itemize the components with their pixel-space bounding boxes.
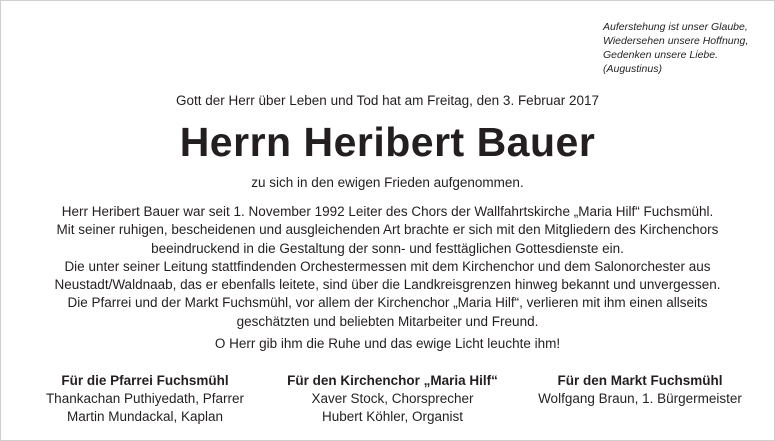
tribute-line: Mit seiner ruhigen, bescheidenen und ausgleichenden Art brachte er sich mit den Mitgliedern des Kirchenchors: [56, 222, 719, 238]
signature-line: Hubert Köhler, Organist: [321, 409, 464, 424]
intro-text: Gott der Herr über Leben und Tod hat am Freitag, den 3. Februar 2017: [175, 93, 599, 108]
tribute-line: Neustadt/Waldnaab, das er ebenfalls leitete, sind über die Landkreisgrenzen hinweg bekannt und unvergessen.: [54, 277, 721, 293]
signature-heading: Für die Pfarrei Fuchsmühl: [61, 373, 229, 388]
signature-line: Thankachan Puthiyedath, Pfarrer: [45, 391, 245, 406]
quote-line: Gedenken unsere Liebe.: [603, 49, 719, 61]
signature-line: Wolfgang Braun, 1. Bürgermeister: [538, 391, 742, 406]
signature-choir: [280, 372, 505, 426]
signature-municipality: [530, 372, 750, 408]
tribute-line: Die Pfarrei und der Markt Fuchsmühl, vor allem der Kirchenchor „Maria Hilf“, verlieren mit ihm einen allseits: [67, 295, 708, 311]
quote-attribution: (Augustinus): [603, 63, 662, 75]
signature-heading: Für den Markt Fuchsmühl: [557, 373, 723, 388]
tribute-line: Die unter seiner Leitung stattfindenden Orchestermessen mit dem Kirchenchor und dem Salonorchester aus: [64, 258, 711, 274]
deceased-name: Herrn Heribert Bauer: [179, 119, 596, 165]
quote-line: Auferstehung ist unser Glaube,: [603, 21, 748, 33]
signature-parish: [40, 372, 250, 426]
tribute-line: geschätzten und beliebten Mitarbeiter und Freund.: [236, 313, 539, 329]
quote-line: Wiedersehen unsere Hoffnung,: [603, 35, 749, 47]
tribute-text: [0, 203, 775, 331]
closing-prayer: O Herr gib ihm die Ruhe und das ewige Licht leuchte ihm!: [214, 336, 561, 351]
tribute-line: Herr Heribert Bauer war seit 1. November 1992 Leiter des Chors der Wallfahrtskirche „Maria Hilf“ Fuchsmühl.: [61, 204, 714, 219]
signature-line: Martin Mundackal, Kaplan: [66, 409, 224, 424]
signature-line: Xaver Stock, Chorsprecher: [311, 391, 474, 406]
tribute-line: beeindruckend in die Gestaltung der sonn- und festtäglichen Gottesdienste ein.: [151, 240, 624, 256]
epigraph-quote: [603, 20, 773, 76]
peace-text: zu sich in den ewigen Frieden aufgenommen.: [251, 175, 524, 190]
signature-heading: Für den Kirchenchor „Maria Hilf“: [287, 373, 498, 388]
